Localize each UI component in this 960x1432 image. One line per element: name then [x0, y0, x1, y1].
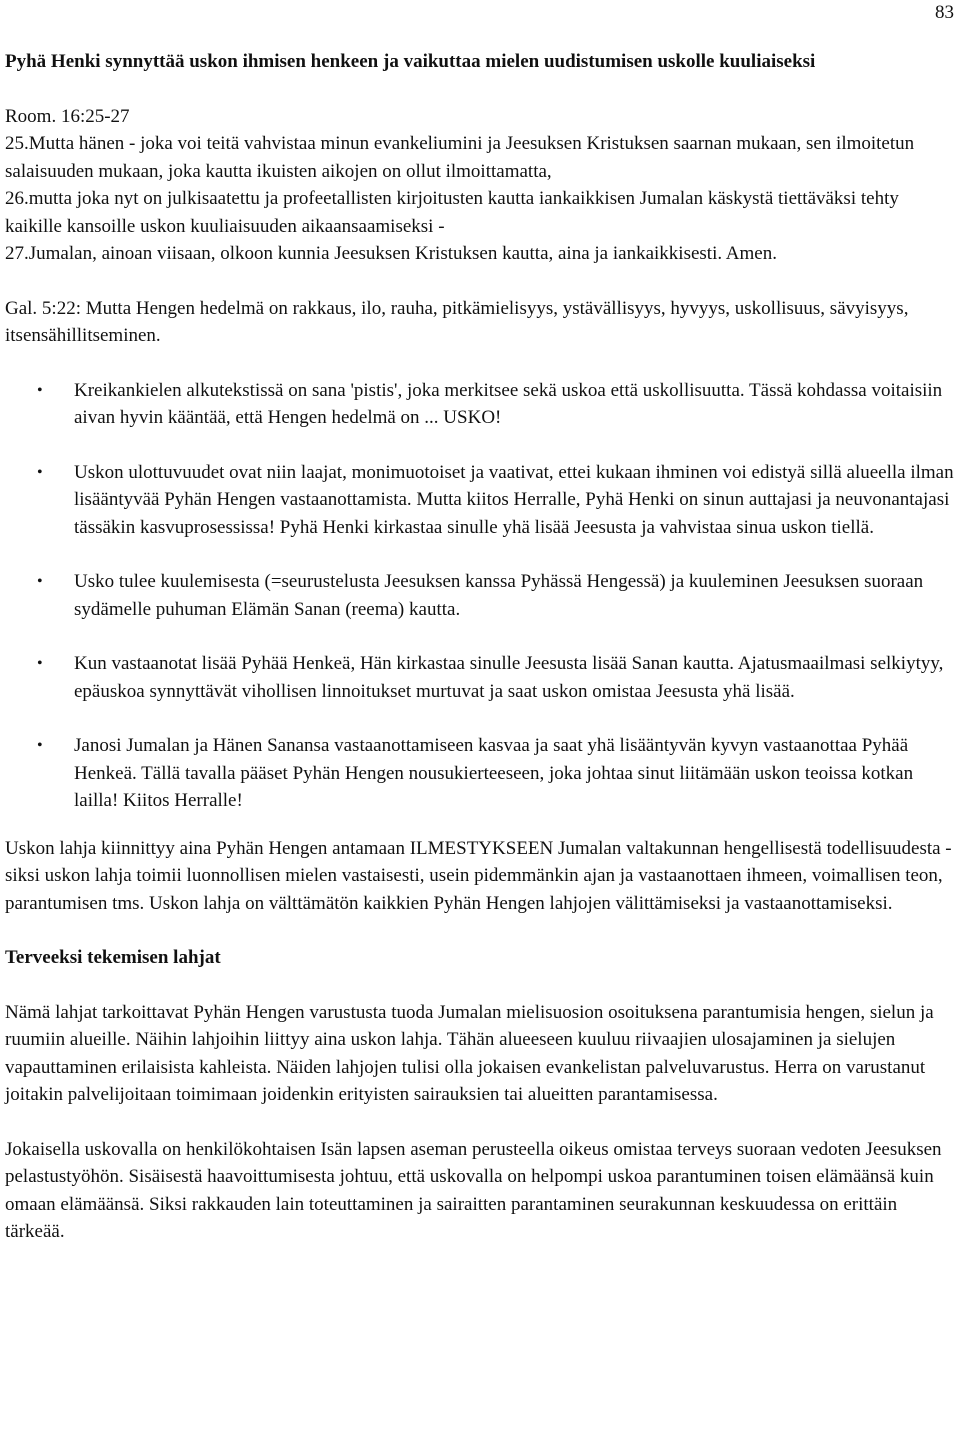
verse-26: 26.mutta joka nyt on julkisaatettu ja profeetallisten kirjoitusten kautta iankaikkisen Jumalan käskystä tiettäväksi tehty kaikille kansoille uskon kuuliaisuuden aikaansaamiseksi -	[5, 188, 899, 237]
list-item	[5, 732, 955, 815]
page-number: 83	[935, 2, 954, 23]
bullet-icon: •	[37, 737, 43, 754]
list-item-text: Usko tulee kuulemisesta (=seurustelusta Jeesuksen kanssa Pyhässä Hengessä) ja kuuleminen Jeesuksen suoraan sydämelle puhuman Elämän Sanan (reema) kautta.	[74, 571, 924, 620]
bullet-icon: •	[37, 463, 43, 481]
list-item	[5, 650, 955, 705]
list-item-text: Uskon ulottuvuudet ovat niin laajat, monimuotoiset ja vaativat, ettei kukaan ihminen voi edistyä sillä alueella ilman lisääntyvää Pyhän Hengen vastaanottamista. Mutta kiitos Herralle, Pyhä Henki on sinun auttajasi ja neuvonantajasi tässäkin kasvuprosessissa! Pyhä Henki kirkastaa sinulle yhä lisää Jeesusta ja vahvistaa sinua uskon tiellä.	[74, 461, 954, 538]
bullet-icon: •	[37, 573, 43, 590]
paragraph-healing-believers: Jokaisella uskovalla on henkilökohtaisen Isän lapsen aseman perusteella oikeus omistaa terveys suoraan vedoten Jeesuksen pelastustyöhön. Sisäisestä haavoittumisesta johtuu, että uskovalla on helpompi uskoa parantuminen toisen elämäänsä kuin omaan elämäänsä. Siksi rakkauden lain toteuttaminen ja sairaitten parantaminen seurakunnan keskuudessa on erittäin tärkeää.	[5, 1138, 942, 1242]
verse-27: 27.Jumalan, ainoan viisaan, olkoon kunnia Jeesuksen Kristuksen kautta, aina ja iankaikkisesti. Amen.	[5, 243, 777, 264]
list-item	[5, 377, 955, 432]
bullet-list	[5, 377, 955, 815]
list-item	[5, 459, 955, 542]
bible-reference: Room. 16:25-27	[5, 105, 130, 127]
paragraph-healing-gifts: Nämä lahjat tarkoittavat Pyhän Hengen varustusta tuoda Jumalan mielisuosion osoituksena parantumisia hengen, sielun ja ruumiin alueille. Näihin lahjoihin liittyy aina uskon lahja. Tähän alueeseen kuuluu riivaajien ulosajaminen ja sielujen vapauttaminen erilaisista kahleista. Näiden lahjojen tulisi olla jokaisen evankelistan palveluvarustus. Herra on varustanut joitakin palvelijoitaan toimimaan joidenkin erityisten sairauksien tai alueitten parantamisessa.	[5, 1001, 934, 1105]
paragraph-faith-gift: Uskon lahja kiinnittyy aina Pyhän Hengen antamaan ILMESTYKSEEN Jumalan valtakunnan hengellisestä todellisuudesta - siksi uskon lahja toimii luonnollisen mielen vastaisesti, usein pidemmänkin ajan ja vastaanottaen ihmeen, voimallisen teon, parantumisen tms. Uskon lahja on välttämätön kaikkien Pyhän Hengen lahjojen välittämiseksi ja vastaanottamiseksi.	[5, 837, 952, 914]
list-item	[5, 568, 955, 623]
bullet-icon: •	[37, 381, 43, 399]
list-item-text: Kreikankielen alkutekstissä on sana 'pistis', joka merkitsee sekä uskoa että uskollisuutta. Tässä kohdassa voitaisiin aivan hyvin kääntää, että Hengen hedelmä on ... USKO!	[74, 379, 943, 428]
section-heading-healing: Terveeksi tekemisen lahjat	[5, 947, 221, 968]
list-item-text: Kun vastaanotat lisää Pyhää Henkeä, Hän kirkastaa sinulle Jeesusta lisää Sanan kautta. Ajatusmaailmasi selkiytyy, epäuskoa synnyttävät vihollisen linnoitukset murtuvat ja saat uskon omistaa Jeesusta yhä lisää.	[74, 653, 944, 702]
list-item-text: Janosi Jumalan ja Hänen Sanansa vastaanottamiseen kasvaa ja saat yhä lisääntyvän kyvyn vastaanottaa Pyhää Henkeä. Tällä tavalla pääset Pyhän Hengen nousukierteeseen, joka johtaa sinut liitämään uskon teoissa kotkan lailla! Kiitos Herralle!	[74, 735, 914, 811]
bullet-icon: •	[37, 655, 43, 672]
page-content	[5, 48, 955, 1246]
section-heading-holy-spirit: Pyhä Henki synnyttää uskon ihmisen henkeen ja vaikuttaa mielen uudistumisen uskolle kuuliaiseksi	[5, 51, 816, 72]
gal-verse: Gal. 5:22: Mutta Hengen hedelmä on rakkaus, ilo, rauha, pitkämielisyys, ystävällisyys, hyvyys, uskollisuus, sävyisyys, itsensähillitseminen.	[5, 297, 909, 346]
verse-25: 25.Mutta hänen - joka voi teitä vahvistaa minun evankeliumini ja Jeesuksen Kristuksen saarnan mukaan, sen ilmoitetun salaisuuden mukaan, joka kautta ikuisten aikojen on ollut ilmoittamatta,	[5, 133, 915, 182]
